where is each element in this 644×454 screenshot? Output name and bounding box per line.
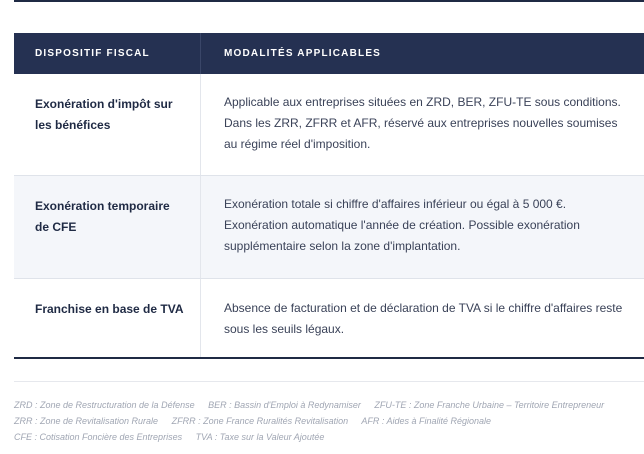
note-afr: AFR : Aides à Finalité Régionale (361, 416, 492, 426)
notes-divider (14, 381, 644, 382)
row-description: Absence de facturation et de déclaration de TVA si le chiffre d'affaires reste sous les seuils légaux. (224, 301, 623, 336)
table-row (14, 74, 644, 176)
table-header (14, 33, 644, 74)
row-label: Franchise en base de TVA (35, 302, 184, 316)
header-modalites: MODALITÉS APPLICABLES (224, 48, 382, 59)
header-dispositif: DISPOSITIF FISCAL (14, 33, 201, 74)
fiscal-table (14, 33, 644, 359)
row-label: Exonération temporaire de CFE (35, 199, 170, 234)
note-zrd: ZRD : Zone de Restructuration de la Défense (14, 400, 195, 410)
abbreviation-notes (14, 397, 642, 445)
row-description: Applicable aux entreprises situées en ZRD, BER, ZFU-TE sous conditions. Dans les ZRR, ZFRR et AFR, réservé aux entreprises nouvelles soumises au régime réel d'imposition. (224, 95, 621, 151)
note-cfe: CFE : Cotisation Foncière des Entreprises (14, 432, 183, 442)
note-ber: BER : Bassin d'Emploi à Redynamiser (208, 400, 361, 410)
row-label: Exonération d'impôt sur les bénéfices (35, 97, 173, 132)
row-description: Exonération totale si chiffre d'affaires inférieur ou égal à 5 000 €. Exonération automatique l'année de création. Possible exonération supplémentaire selon la zone d'implantation. (224, 197, 580, 253)
row-label-cell (14, 279, 201, 357)
row-label-cell (14, 176, 201, 278)
row-label-cell (14, 74, 201, 175)
notes-line (14, 429, 642, 445)
table-row (14, 176, 644, 279)
note-zfrr: ZFRR : Zone France Ruralités Revitalisation (171, 416, 349, 426)
notes-line (14, 397, 642, 413)
note-zfu-te: ZFU-TE : Zone Franche Urbaine – Territoire Entrepreneur (374, 400, 605, 410)
top-divider (14, 0, 644, 2)
notes-line (14, 413, 642, 429)
table-row (14, 279, 644, 359)
note-zrr: ZRR : Zone de Revitalisation Rurale (14, 416, 159, 426)
note-tva: TVA : Taxe sur la Valeur Ajoutée (195, 432, 325, 442)
